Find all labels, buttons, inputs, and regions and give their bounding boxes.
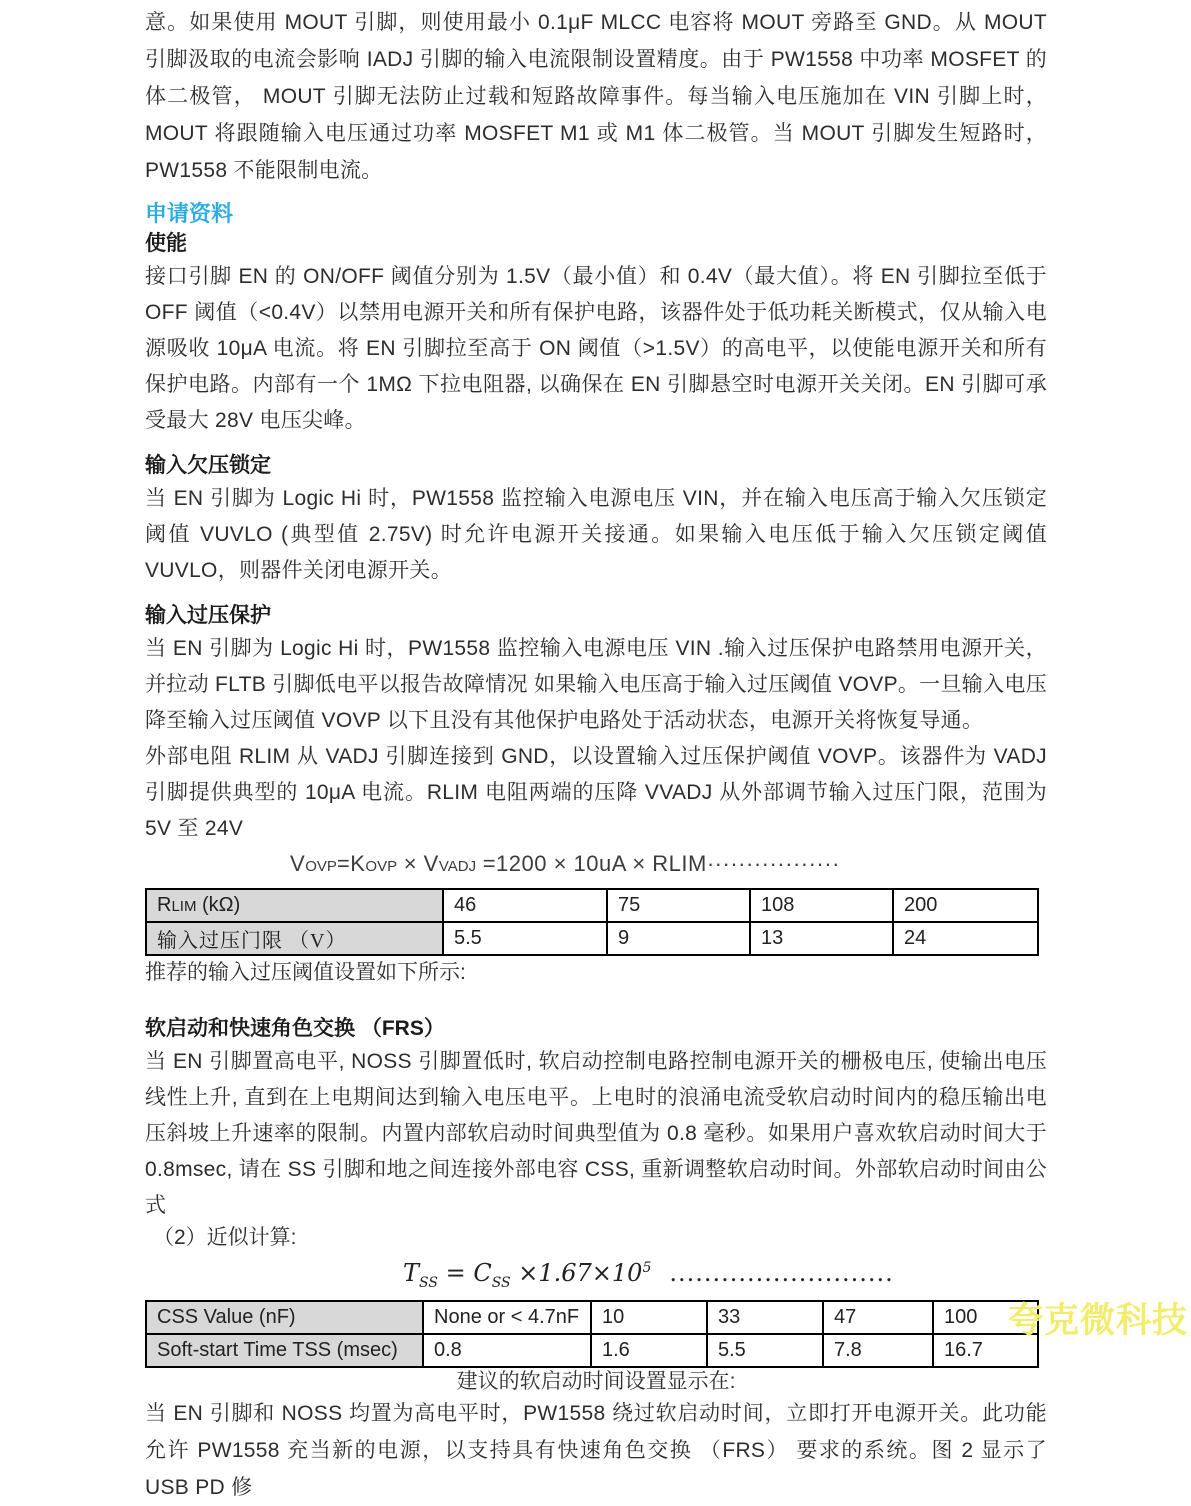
ovp-formula-part: =1200 × 10uA × RLIM [476,851,707,876]
rlim-table-row-1 [146,889,1038,922]
ss-formula-dots: .......................... [669,1259,894,1287]
rlim-label-sub: LIM [171,898,197,915]
css-table-row1-label: CSS Value (nF) [146,1301,423,1334]
table-cell: 24 [893,922,1038,955]
table-cell: 13 [750,922,893,955]
ss-formula-sub: SS [491,1275,511,1291]
ovp-paragraph-1: 当 EN 引脚为 Logic Hi 时，PW1558 监控输入电源电压 VIN .输入过压保护电路禁用电源开关，并拉动 FLTB 引脚低电平以报告故障情况 如果输入电压高于输入过压阈值 VOVP。一旦输入电压降至输入过压阈值 VOVP 以下且没有其他保护电路处于活动状态，电源开关将恢复导通。 [145,637,1047,732]
softstart-paragraph-1: 当 EN 引脚置高电平, NOSS 引脚置低时, 软启动控制电路控制电源开关的栅极电压, 使输出电压线性上升, 直到在上电期间达到输入电压电平。上电时的浪涌电流受软启动时间内的稳压输出电压斜坡上升速率的限制。内置内部软启动时间典型值为 0.8 毫秒。如果用户喜欢软启动时间大于 0.8msec, 请在 SS 引脚和地之间连接外部电容 CSS, 重新调整软启动时间。外部软启动时间由公式 [145,1050,1047,1217]
table-cell: 75 [607,889,750,922]
ovp-paragraph-2: 外部电阻 RLIM 从 VADJ 引脚连接到 GND，以设置输入过压保护阈值 VOVP。该器件为 VADJ 引脚提供典型的 10μA 电流。RLIM 电阻两端的压降 VVADJ 从外部调节输入过压门限，范围为 5V 至 24V [145,745,1047,840]
table-cell: 0.8 [423,1334,591,1367]
table-cell: 46 [443,889,607,922]
softstart-paragraph-2: 当 EN 引脚和 NOSS 均置为高电平时，PW1558 绕过软启动时间，立即打开电源开关。此功能允许 PW1558 充当新的电源，以支持具有快速角色交换 （FRS） 要求的系统。图 2 显示了 USB PD 修 [145,1402,1047,1499]
uvlo-heading: 输入欠压锁定 [145,454,271,477]
ovp-formula-sub: VADJ [438,858,477,875]
table-cell: 1.6 [591,1334,707,1367]
application-section-title: 申请资料 [145,201,234,226]
ss-formula-part: T [403,1259,420,1287]
ovp-formula-dots: ················· [706,851,840,876]
ovp-formula-part: × V [397,851,439,876]
table-cell: 100 [933,1301,1038,1334]
ss-formula-sub: SS [419,1275,438,1291]
table-cell: 7.8 [823,1334,933,1367]
ovp-formula-part: V [290,851,306,876]
table-cell: 16.7 [933,1334,1038,1367]
ovp-formula-sub: OVP [305,858,337,875]
rlim-table [145,888,1039,956]
ovp-table-caption: 推荐的输入过压阈值设置如下所示: [145,961,466,984]
ss-formula-sup: 5 [642,1260,652,1276]
softstart-table-caption: 建议的软启动时间设置显示在: [456,1370,736,1393]
ss-formula-part: = C [437,1259,492,1287]
watermark: 夸克微科技 [1007,1301,1188,1340]
rlim-table-row2-label: 输入过压门限 （V） [146,922,443,955]
rlim-table-row1-label [146,889,443,922]
table-cell: 108 [750,889,893,922]
intro-paragraph: 意。如果使用 MOUT 引脚，则使用最小 0.1μF MLCC 电容将 MOUT 旁路至 GND。从 MOUT 引脚汲取的电流会影响 IADJ 引脚的输入电流限制设置精度。由于 PW1558 中功率 MOSFET 的体二极管， MOUT 引脚无法防止过载和短路故障事件。每当输入电压施加在 VIN 引脚上时， MOUT 将跟随输入电压通过功率 MOSFET M1 或 M1 体二极管。当 MOUT 引脚发生短路时， PW1558 不能限制电流。 [145,11,1047,182]
rlim-label-post: (kΩ) [196,894,241,916]
table-cell: None or < 4.7nF [423,1301,591,1334]
rlim-label-pre: R [157,894,172,916]
ovp-formula-part: =K [336,851,366,876]
ovp-heading: 输入过压保护 [145,604,271,627]
table-cell: 9 [607,922,750,955]
enable-heading: 使能 [145,232,187,255]
ovp-formula-sub: OVP [365,858,398,875]
table-cell: 200 [893,889,1038,922]
ss-formula-part: ×1.67×10 [510,1259,643,1287]
softstart-heading: 软启动和快速角色交换 （FRS） [145,1017,445,1040]
ovp-formula [145,849,1047,882]
css-table-row-2 [146,1334,1038,1367]
table-cell: 10 [591,1301,707,1334]
table-cell: 33 [707,1301,823,1334]
table-cell: 47 [823,1301,933,1334]
enable-paragraph: 接口引脚 EN 的 ON/OFF 阈值分别为 1.5V（最小值）和 0.4V（最大值）。将 EN 引脚拉至低于 OFF 阈值（<0.4V）以禁用电源开关和所有保护电路，该器件处于低功耗关断模式，仅从输入电源吸收 10μA 电流。将 EN 引脚拉至高于 ON 阈值（>1.5V）的高电平，以使能电源开关和所有保护电路。内部有一个 1MΩ 下拉电阻器, 以确保在 EN 引脚悬空时电源开关关闭。EN 引脚可承受最大 28V 电压尖峰。 [145,265,1047,432]
css-table [145,1300,1039,1368]
uvlo-paragraph: 当 EN 引脚为 Logic Hi 时，PW1558 监控输入电源电压 VIN，并在输入电压高于输入欠压锁定阈值 VUVLO (典型值 2.75V) 时允许电源开关接通。如果输入电压低于输入欠压锁定阈值 VUVLO，则器件关闭电源开关。 [145,487,1047,582]
css-table-row2-label: Soft-start Time TSS (msec) [146,1334,423,1367]
softstart-formula [145,1253,1047,1298]
css-table-row-1 [146,1301,1038,1334]
table-cell: 5.5 [443,922,607,955]
rlim-table-row-2 [146,922,1038,955]
softstart-calc-label: （2）近似计算: [153,1226,297,1249]
table-cell: 5.5 [707,1334,823,1367]
